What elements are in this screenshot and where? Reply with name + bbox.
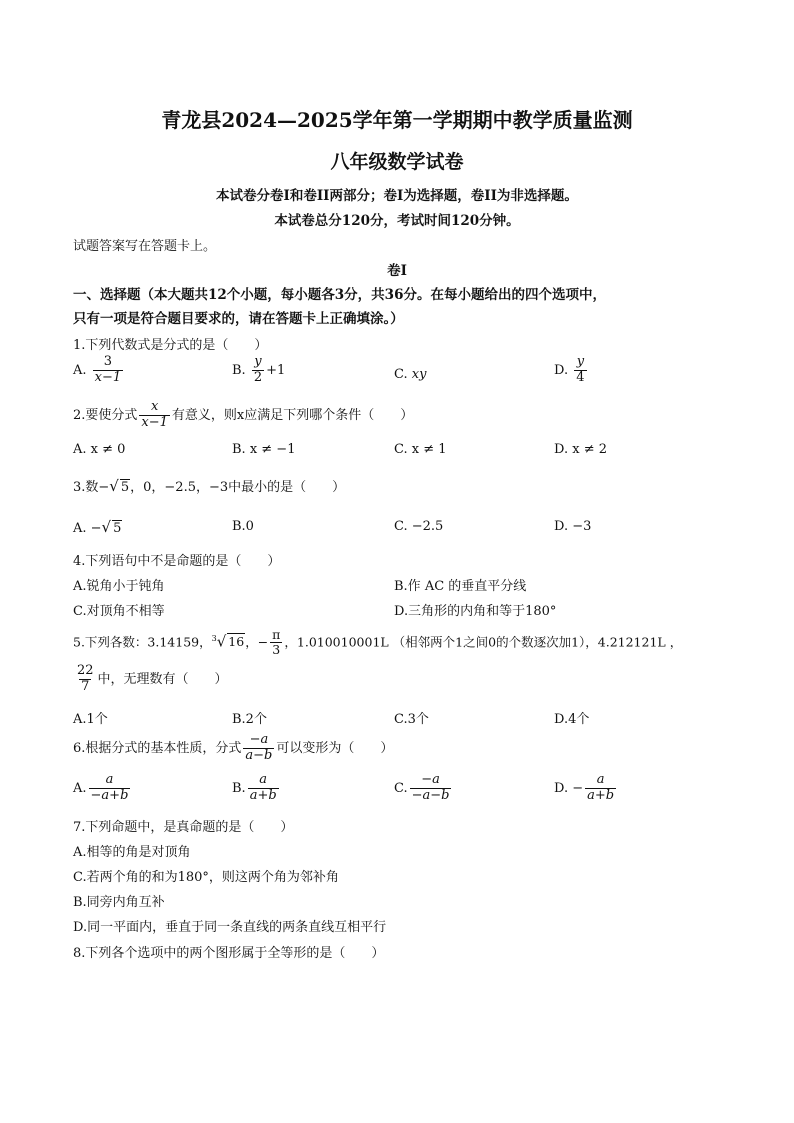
q5-frac-num: 22 (77, 663, 94, 678)
exam-title: 青龙县2024—2025学年第一学期期中教学质量监测 (161, 108, 633, 132)
q4-option-c: C.对顶角不相等 (73, 604, 165, 619)
q1-option-b-label: B. (232, 362, 246, 378)
q1-option-c-label: C. (394, 367, 408, 382)
q2-option-c: C. x ≠ 1 (394, 442, 447, 457)
q2-option-b: B. x ≠ −1 (232, 442, 296, 457)
q5-post: ，1.010010001L （相邻两个1之间0的个数逐次加1），4.212121L ， (284, 634, 683, 650)
q5-frac-den: 7 (81, 678, 90, 694)
section-heading-line-2: 只有一项是符合题目要求的，请在答题卡上正确填涂。） (73, 311, 404, 327)
q6-c-den: −a−b (411, 787, 450, 803)
q1-option-d-fraction (574, 355, 586, 386)
q3-option-d: D. −3 (554, 519, 592, 534)
q6-c-fraction (410, 773, 452, 804)
q1-a-den: x−1 (94, 369, 122, 385)
q2-option-d: D. x ≠ 2 (554, 442, 607, 457)
q3-option-b: B.0 (232, 519, 254, 534)
q6-d-num: a (596, 772, 605, 787)
q3-radicand: 5 (120, 480, 130, 495)
q5-cbrt-radicand: 16 (228, 634, 245, 650)
q6-b-den: a+b (249, 787, 277, 803)
q6-d-label: D. − (554, 780, 584, 796)
q2-option-a: A. x ≠ 0 (73, 442, 126, 457)
q6-a-den: −a+b (90, 787, 129, 803)
q5-pi-fraction (270, 628, 282, 658)
intro-line-1: 本试卷分卷I和卷II两部分；卷I为选择题，卷II为非选择题。 (216, 188, 578, 204)
q1-option-c (394, 367, 426, 382)
q3-a-pre: A. − (73, 521, 102, 536)
q8-stem: 8.下列各个选项中的两个图形属于全等形的是（ ） (73, 946, 385, 961)
intro-line-2: 本试卷总分120分，考试时间120分钟。 (274, 213, 520, 229)
q4-option-a: A.锐角小于钝角 (73, 579, 165, 594)
q5-option-d: D.4个 (554, 712, 590, 727)
q7-stem: 7.下列命题中，是真命题的是（ ） (73, 820, 294, 835)
q6-b-num: a (259, 772, 268, 787)
q7-option-d: D.同一平面内，垂直于同一条直线的两条直线互相平行 (73, 920, 387, 935)
q6-c-num: −a (421, 772, 440, 787)
q2-pre: 2.要使分式 (73, 407, 138, 423)
q6-option-a (73, 773, 132, 804)
q1-option-b-fraction (252, 355, 264, 386)
q5-stem-line-2 (73, 664, 228, 695)
q5-mid: ，− (245, 634, 269, 650)
q1-b-num: y (254, 354, 262, 369)
q5-option-c: C.3个 (394, 712, 429, 727)
q6-post: 可以变形为（ ） (276, 740, 394, 756)
q6-b-fraction (248, 773, 279, 804)
q6-d-den: a+b (587, 787, 615, 803)
q1-d-num: y (576, 354, 585, 369)
q6-pre: 6.根据分式的基本性质，分式 (73, 740, 242, 756)
q5-radical-sign: √ (216, 632, 227, 651)
q5-line2-text: 中，无理数有（ ） (97, 671, 228, 687)
q6-a-label: A. (73, 780, 87, 796)
q5-option-a: A.1个 (73, 712, 108, 727)
q2-fraction (139, 400, 170, 431)
q3-a-radical-sign: √ (101, 518, 112, 536)
q1-option-a-fraction (93, 355, 124, 386)
q4-option-d: D.三角形的内角和等于180° (394, 604, 557, 619)
q1-d-den: 4 (576, 369, 585, 385)
q6-num: −a (249, 732, 269, 747)
q1-b-tail: +1 (266, 362, 286, 378)
q1-option-a-label: A. (73, 362, 87, 378)
q6-a-num: a (105, 772, 114, 787)
q1-option-a (73, 355, 125, 386)
q6-option-c (394, 773, 453, 804)
q1-b-den: 2 (253, 369, 263, 385)
q1-stem: 1.下列代数式是分式的是（ ） (73, 338, 268, 353)
q6-option-b (232, 773, 281, 804)
q3-a-radicand: 5 (113, 521, 122, 536)
q5-cbrt-index: 3 (211, 634, 217, 644)
q6-stem (73, 733, 393, 764)
answer-note: 试题答案写在答题卡上。 (73, 239, 217, 254)
q6-b-label: B. (232, 780, 246, 796)
q5-stem (73, 628, 682, 658)
q5-pre: 5.下列各数：3.14159， (73, 634, 212, 650)
q1-a-num: 3 (103, 354, 113, 369)
q3-stem (73, 476, 345, 495)
q2-post: 有意义，则x应满足下列哪个条件（ ） (171, 407, 414, 423)
q3-post: ，0，−2.5，−3中最小的是（ ） (130, 480, 346, 495)
q4-option-b: B.作 AC 的垂直平分线 (394, 579, 527, 594)
q2-stem (73, 400, 413, 431)
q6-fraction (243, 733, 274, 764)
exam-subtitle: 八年级数学试卷 (330, 151, 464, 173)
q6-c-label: C. (394, 780, 408, 796)
q5-fraction (75, 664, 96, 695)
q5-option-b: B.2个 (232, 712, 267, 727)
q1-option-d-label: D. (554, 362, 569, 378)
q3-radical-sign: √ (109, 477, 119, 495)
q6-a-fraction (89, 773, 131, 804)
q7-option-a: A.相等的角是对顶角 (73, 845, 191, 860)
q7-option-c: C.若两个角的和为180°，则这两个角为邻补角 (73, 870, 339, 885)
q5-pi-den: 3 (272, 642, 281, 658)
q1-c-val: xy (411, 367, 427, 382)
q2-num: x (150, 399, 159, 414)
q6-option-d (554, 773, 618, 804)
section-heading-line-1: 一、选择题（本大题共12个小题，每小题各3分，共36分。在每小题给出的四个选项中， (73, 287, 606, 303)
q1-option-b (232, 355, 285, 386)
q7-option-b: B.同旁内角互补 (73, 895, 165, 910)
q6-d-fraction (585, 773, 616, 804)
q5-pi-num: π (272, 627, 281, 642)
q2-den: x−1 (141, 414, 168, 430)
q6-den: a−b (245, 747, 273, 763)
q1-option-d (554, 355, 589, 386)
volume-label: 卷I (387, 263, 407, 279)
q3-option-a (73, 518, 122, 536)
q3-option-c: C. −2.5 (394, 519, 444, 534)
q4-stem: 4.下列语句中不是命题的是（ ） (73, 554, 281, 569)
q3-pre: 3.数− (73, 480, 110, 495)
